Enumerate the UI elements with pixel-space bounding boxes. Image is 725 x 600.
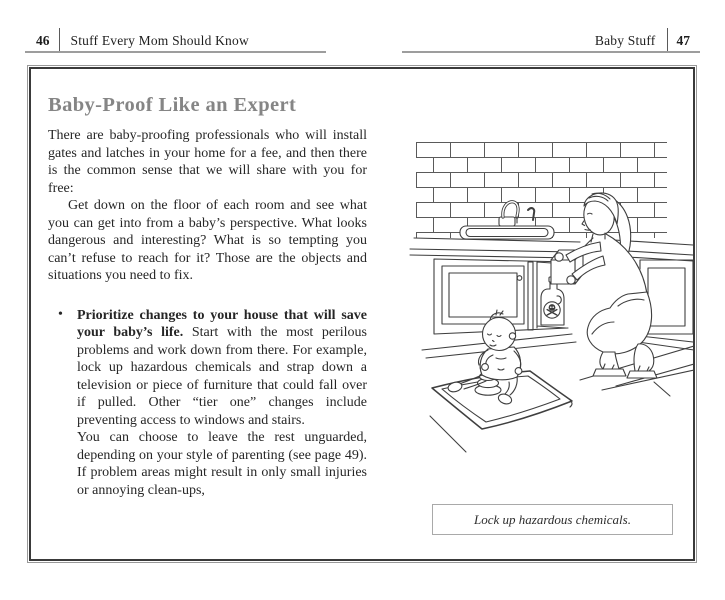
bullet-body: Start with the most perilous problems and work down from there. For example, lock up hazardous chemicals and strap down a television or piece of furniture that could fall over if pulled. Other “tier one” changes include preventing access to windows and stairs. — [77, 325, 367, 428]
figure-caption-box — [432, 504, 673, 535]
kitchen-illustration — [402, 138, 694, 468]
kitchen-sink — [460, 226, 554, 239]
section-heading: Baby-Proof Like an Expert — [48, 94, 297, 116]
running-head-rule-left — [25, 51, 326, 53]
sandal — [593, 369, 626, 376]
bullet-icon: • — [58, 306, 63, 322]
article-column — [48, 92, 367, 499]
running-head-right — [584, 28, 699, 53]
bullet-item — [48, 307, 367, 430]
paragraph-3: You can choose to leave the rest unguarded, depending on your style of parenting (see page 49). If problem areas might result in only small injuries or annoying clean-ups, — [77, 430, 367, 498]
page-number-right: 47 — [676, 32, 690, 48]
sandal — [627, 371, 657, 378]
skull-crossbones-icon — [544, 302, 560, 318]
chapter-title: Baby Stuff — [594, 32, 656, 48]
book-title: Stuff Every Mom Should Know — [70, 32, 249, 48]
running-head-left — [27, 28, 260, 53]
paragraph-1: There are baby-proofing professionals who will install gates and latches in your home for a fee, and then there is the common sense that we will share with you for free: — [48, 128, 367, 196]
paragraph-2: Get down on the floor of each room and see what you can get into from a baby’s perspective. What looks dangerous and interesting? What is so tempting you can’t refuse to reach for it? Those are the objects and situations you need to fix. — [48, 198, 367, 283]
running-head-rule-right — [402, 51, 700, 53]
bullet-bold-lead: Prioritize changes to your house that will save your baby’s life. — [77, 307, 367, 340]
page-number-left: 46 — [36, 32, 50, 48]
figure-caption: Lock up hazardous chemicals. — [474, 511, 631, 527]
kitchen-counter — [410, 238, 693, 261]
